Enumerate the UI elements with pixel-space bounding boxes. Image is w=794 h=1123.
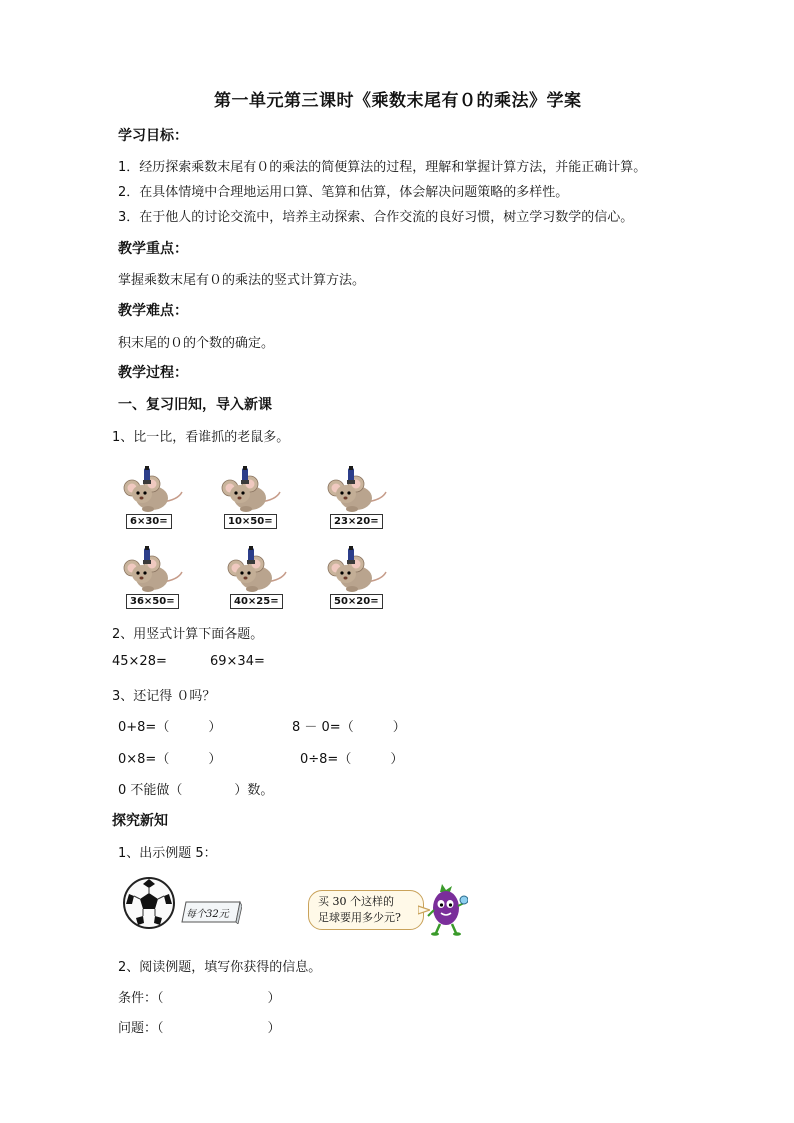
- q3-item-2: 8 － 0=（ ）: [292, 720, 406, 735]
- process-heading: 教学过程：: [118, 365, 188, 381]
- goal-item-1: 1．经历探索乘数末尾有０的乘法的简便算法的过程，理解和掌握计算方法，并能正确计算。: [118, 160, 647, 175]
- mouse-card: [118, 466, 188, 532]
- goal-item-2: 2．在具体情境中合理地运用口算、笔算和估算，体会解决问题策略的多样性。: [118, 185, 569, 200]
- mouse-equation: 10×50=: [224, 514, 277, 529]
- goal-item-3: 3．在于他人的讨论交流中，培养主动探索、合作交流的良好习惯，树立学习数学的信心。: [118, 210, 634, 225]
- eggplant-character-icon: [424, 880, 468, 936]
- speech-line-1: 买 30 个这样的: [318, 895, 394, 908]
- mouse-equation: 23×20=: [330, 514, 383, 529]
- question-2: 2、用竖式计算下面各题。: [112, 627, 264, 642]
- condition-line: 条件：（ ）: [118, 991, 281, 1006]
- speech-bubble: [308, 890, 424, 930]
- q3-note: 0 不能做（ ）数。: [118, 783, 274, 798]
- page-title: 第一单元第三课时《乘数末尾有０的乘法》学案: [214, 91, 582, 111]
- q3-item-3: 0×8=（ ）: [118, 752, 222, 767]
- key-point-text: 掌握乘数末尾有０的乘法的竖式计算方法。: [118, 273, 366, 288]
- price-tag-text: 每个32元: [186, 909, 229, 920]
- mouse-equation: 50×20=: [330, 594, 383, 609]
- price-tag: [180, 900, 242, 924]
- mouse-equation: 40×25=: [230, 594, 283, 609]
- q2-item-2: 69×34=: [210, 654, 265, 669]
- question-3: 3、还记得 ０吗？: [112, 689, 216, 704]
- mouse-card: [322, 466, 392, 532]
- mouse-equation: 36×50=: [126, 594, 179, 609]
- example-2: 2、阅读例题，填写你获得的信息。: [118, 960, 322, 975]
- q2-item-1: 45×28=: [112, 654, 167, 669]
- difficulty-heading: 教学难点：: [118, 303, 188, 319]
- section-review-heading: 一、复习旧知，导入新课: [118, 397, 272, 413]
- difficulty-text: 积末尾的０的个数的确定。: [118, 336, 275, 351]
- q3-item-1: 0+8=（ ）: [118, 720, 222, 735]
- mouse-card: [216, 466, 286, 532]
- key-point-heading: 教学重点：: [118, 241, 188, 257]
- mouse-card: [222, 546, 292, 612]
- goals-heading: 学习目标：: [118, 128, 188, 144]
- question-1: 1、比一比，看谁抓的老鼠多。: [112, 430, 290, 445]
- mouse-card: [118, 546, 188, 612]
- soccer-ball-icon: [122, 876, 176, 930]
- example-1: 1、出示例题 5：: [118, 846, 217, 861]
- mouse-equation: 6×30=: [126, 514, 172, 529]
- section-new-heading: 探究新知: [112, 813, 168, 829]
- speech-line-2: 足球要用多少元?: [318, 911, 401, 924]
- q3-item-4: 0÷8=（ ）: [300, 752, 404, 767]
- question-line: 问题：（ ）: [118, 1021, 281, 1036]
- mouse-card: [322, 546, 392, 612]
